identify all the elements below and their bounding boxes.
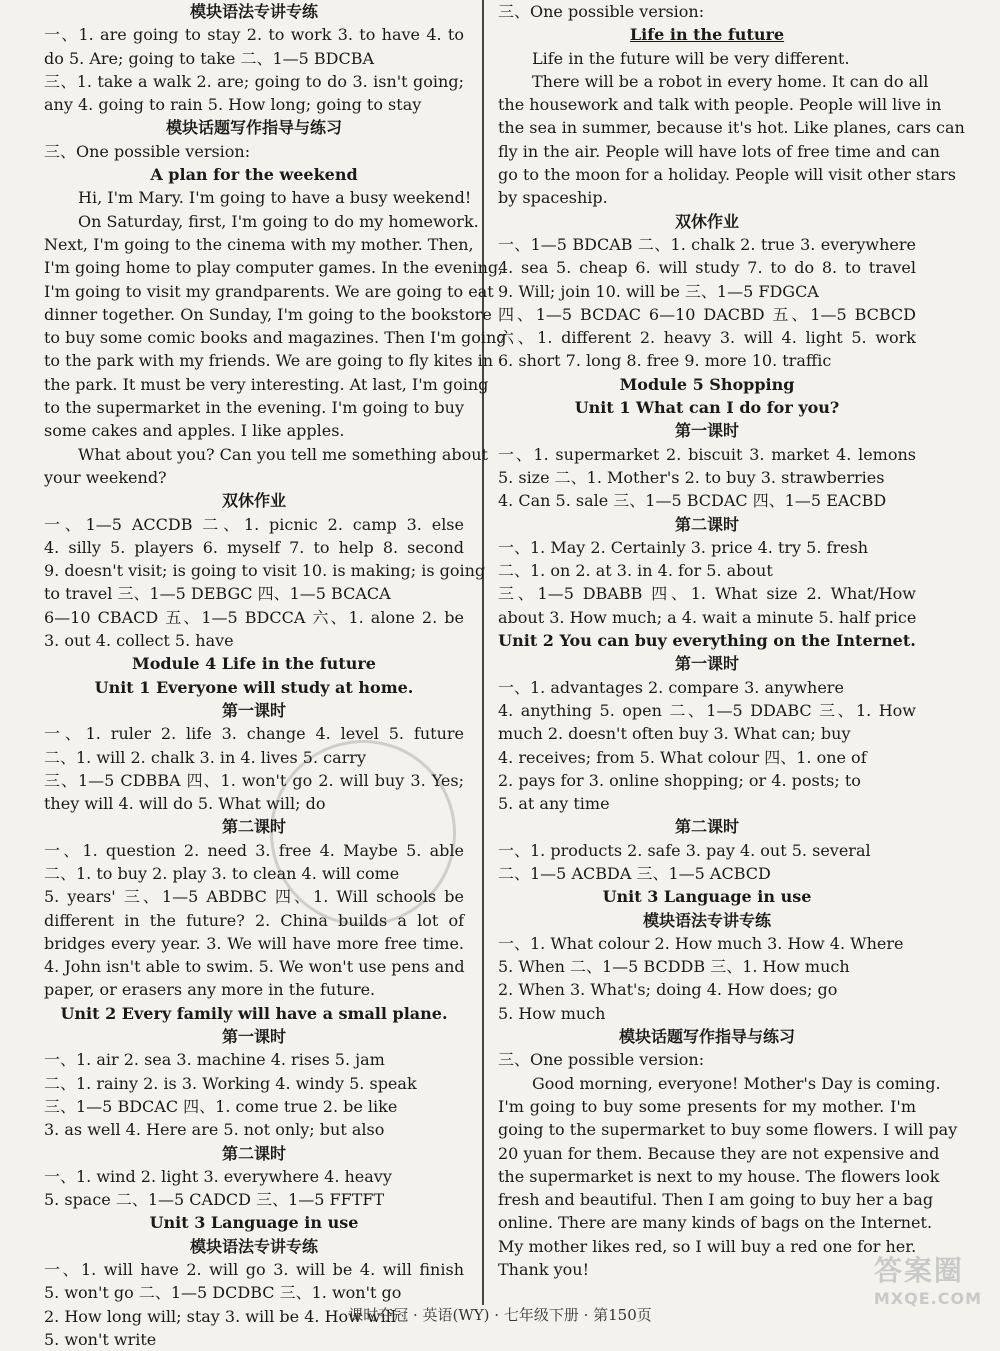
line-text: the park. It must be very interesting. At last, I'm going bbox=[44, 374, 489, 394]
text-line bbox=[44, 722, 464, 745]
text-line bbox=[498, 349, 916, 372]
line-text: 模块语法专讲专练 bbox=[642, 910, 771, 930]
text-line bbox=[44, 536, 464, 559]
line-text: 5. won't go 二、1—5 DCDBC 三、1. won't go bbox=[44, 1283, 402, 1303]
line-text: A plan for the weekend bbox=[150, 165, 358, 185]
text-line bbox=[44, 396, 464, 419]
line-text: the supermarket is next to my house. The flowers look bbox=[498, 1166, 940, 1186]
line-text: Module 4 Life in the future bbox=[132, 654, 376, 674]
line-text: 4. sea 5. cheap 6. will study 7. to do 8. to travel bbox=[498, 258, 916, 278]
line-text: 模块语法专讲专练 bbox=[189, 1236, 318, 1256]
line-text: 4. anything 5. open 二、1—5 DDABC 三、1. How bbox=[498, 700, 916, 720]
section-heading bbox=[44, 1002, 464, 1025]
line-text: Life in the future bbox=[629, 25, 785, 45]
line-text: to the park with my friends. We are going to fly kites in bbox=[44, 351, 494, 371]
text-line bbox=[498, 1211, 933, 1234]
text-line bbox=[44, 746, 464, 769]
line-text: fresh and beautiful. Then I am going to buy her a bag bbox=[498, 1190, 934, 1210]
text-line bbox=[44, 955, 464, 978]
text-line bbox=[44, 1165, 464, 1188]
section-heading bbox=[44, 0, 464, 23]
text-line bbox=[44, 466, 464, 489]
line-text: 2. How long will; stay 3. will be 4. How will bbox=[44, 1306, 396, 1326]
section-heading bbox=[498, 396, 916, 419]
text-line bbox=[44, 419, 464, 442]
page-footer: 课时夺冠 · 英语(WY) · 七年级下册 · 第150页 bbox=[348, 1306, 652, 1324]
text-line bbox=[44, 1188, 464, 1211]
line-text: Unit 1 Everyone will study at home. bbox=[94, 677, 414, 697]
line-text: 六、1. different 2. heavy 3. will 4. light 5. work bbox=[498, 328, 916, 348]
line-text: I'm going to visit my grandparents. We are going to eat bbox=[44, 281, 494, 301]
section-heading bbox=[44, 489, 464, 512]
line-text: 一、1. What colour 2. How much 3. How 4. Where bbox=[498, 933, 904, 953]
line-text: 一、1. May 2. Certainly 3. price 4. try 5. fresh bbox=[498, 537, 869, 557]
line-text: 一、1. wind 2. light 3. everywhere 4. heavy bbox=[44, 1166, 392, 1186]
line-text: 第二课时 bbox=[674, 817, 739, 837]
text-line bbox=[44, 349, 494, 372]
line-text: Next, I'm going to the cinema with my mother. Then, bbox=[44, 234, 474, 254]
text-line bbox=[498, 722, 916, 745]
text-line bbox=[498, 280, 916, 303]
line-text: Unit 1 What can I do for you? bbox=[574, 398, 840, 418]
line-text: 5. years' 三、1—5 ABDBC 四、1. Will schools be bbox=[44, 887, 464, 907]
line-text: 4. Can 5. sale 三、1—5 BCDAC 四、1—5 EACBD bbox=[498, 491, 887, 511]
text-line bbox=[498, 1048, 916, 1071]
line-text: much 2. doesn't often buy 3. What can; buy bbox=[498, 724, 851, 744]
text-line bbox=[498, 70, 929, 93]
text-line bbox=[498, 676, 916, 699]
line-text: I'm going home to play computer games. In the evening, bbox=[44, 258, 504, 278]
line-text: 第一课时 bbox=[674, 421, 739, 441]
text-line bbox=[498, 839, 916, 862]
section-heading bbox=[498, 629, 916, 652]
text-line bbox=[44, 978, 464, 1001]
text-line bbox=[44, 70, 464, 93]
text-line bbox=[498, 93, 942, 116]
line-text: 二、1. to buy 2. play 3. to clean 4. will come bbox=[44, 863, 400, 883]
line-text: 第一课时 bbox=[221, 700, 286, 720]
line-text: 5. space 二、1—5 CADCD 三、1—5 FFTFT bbox=[44, 1190, 385, 1210]
section-heading bbox=[44, 116, 464, 139]
line-text: 6. short 7. long 8. free 9. more 10. traffic bbox=[498, 351, 832, 371]
text-line bbox=[498, 1235, 916, 1258]
section-heading bbox=[498, 909, 916, 932]
line-text: going to the supermarket to buy some flowers. I will pay bbox=[498, 1120, 958, 1140]
text-line bbox=[44, 373, 489, 396]
line-text: Life in the future will be very different. bbox=[532, 48, 850, 68]
line-text: 6—10 CBACD 五、1—5 BDCCA 六、1. alone 2. be bbox=[44, 607, 464, 627]
line-text: 二、1. rainy 2. is 3. Working 4. windy 5. speak bbox=[44, 1073, 417, 1093]
line-text: some cakes and apples. I like apples. bbox=[44, 421, 345, 441]
line-text: to travel 三、1—5 DEBGC 四、1—5 BCACA bbox=[44, 584, 391, 604]
line-text: Thank you! bbox=[498, 1260, 590, 1280]
line-text: 一、1. are going to stay 2. to work 3. to have 4. to bbox=[44, 25, 464, 45]
text-line bbox=[498, 303, 916, 326]
line-text: to the supermarket in the evening. I'm going to buy bbox=[44, 398, 464, 418]
text-line bbox=[44, 839, 464, 862]
logo-text: 答案圈 bbox=[873, 1254, 964, 1287]
text-line bbox=[498, 1165, 940, 1188]
text-line bbox=[44, 1328, 464, 1351]
text-line bbox=[498, 932, 916, 955]
line-text: 一、1. ruler 2. life 3. change 4. level 5. future bbox=[44, 724, 464, 744]
text-line bbox=[44, 559, 486, 582]
line-text: do 5. Are; going to take 二、1—5 BDCBA bbox=[44, 48, 375, 68]
section-heading bbox=[44, 699, 464, 722]
line-text: online. There are many kinds of bags on the Internet. bbox=[498, 1213, 933, 1233]
text-line bbox=[44, 629, 464, 652]
text-line bbox=[44, 909, 464, 932]
line-text: 4. John isn't able to swim. 5. We won't use pens and bbox=[44, 957, 465, 977]
text-line bbox=[498, 978, 916, 1001]
line-text: 四、1—5 BCDAC 6—10 DACBD 五、1—5 BCBCD bbox=[498, 304, 916, 324]
section-heading bbox=[498, 1025, 916, 1048]
line-text: Module 5 Shopping bbox=[619, 374, 795, 394]
line-text: the sea in summer, because it's hot. Like planes, cars can bbox=[498, 118, 965, 138]
line-text: Unit 2 You can buy everything on the Internet. bbox=[498, 631, 916, 651]
line-text: go to the moon for a holiday. People will visit other stars bbox=[498, 165, 956, 185]
text-line bbox=[44, 885, 464, 908]
line-text: There will be a robot in every home. It can do all bbox=[532, 71, 929, 91]
text-line bbox=[498, 559, 916, 582]
line-text: about 3. How much; a 4. wait a minute 5. half price bbox=[498, 607, 917, 627]
section-heading bbox=[498, 885, 916, 908]
line-text: bridges every year. 3. We will have more free time. bbox=[44, 933, 464, 953]
line-text: 三、1. take a walk 2. are; going to do 3. isn't going; bbox=[44, 71, 464, 91]
text-line bbox=[44, 1072, 464, 1095]
line-text: 三、1—5 DBABB 四、1. What size 2. What/How bbox=[498, 584, 916, 604]
line-text: 二、1. will 2. chalk 3. in 4. lives 5. carry bbox=[44, 747, 366, 767]
text-line bbox=[44, 1281, 464, 1304]
text-line bbox=[498, 489, 916, 512]
text-line bbox=[44, 280, 494, 303]
text-line bbox=[498, 466, 916, 489]
section-heading bbox=[44, 1142, 464, 1165]
line-text: your weekend? bbox=[44, 467, 167, 487]
text-line bbox=[44, 862, 464, 885]
site-logo bbox=[874, 1249, 982, 1308]
section-heading bbox=[498, 652, 916, 675]
text-line bbox=[498, 1142, 940, 1165]
text-line bbox=[44, 769, 464, 792]
text-line bbox=[44, 513, 464, 536]
text-line bbox=[498, 1002, 916, 1025]
line-text: dinner together. On Sunday, I'm going to the bookstore bbox=[44, 304, 492, 324]
text-line bbox=[498, 955, 916, 978]
line-text: 5. size 二、1. Mother's 2. to buy 3. strawberries bbox=[498, 467, 885, 487]
text-line bbox=[498, 47, 916, 70]
line-text: 5. won't write bbox=[44, 1329, 157, 1349]
text-line bbox=[44, 23, 464, 46]
line-text: 一、1. advantages 2. compare 3. anywhere bbox=[498, 677, 844, 697]
section-heading bbox=[498, 815, 916, 838]
logo-url: MXQE.COM bbox=[873, 1289, 982, 1308]
text-line bbox=[44, 233, 474, 256]
text-line bbox=[498, 1118, 958, 1141]
text-line bbox=[498, 699, 916, 722]
text-line bbox=[44, 582, 464, 605]
text-line bbox=[498, 606, 916, 629]
section-heading bbox=[44, 1025, 464, 1048]
text-line bbox=[44, 210, 479, 233]
text-line bbox=[498, 769, 916, 792]
text-line bbox=[498, 140, 940, 163]
line-text: 2. pays for 3. online shopping; or 4. posts; to bbox=[498, 770, 861, 790]
section-heading bbox=[498, 210, 916, 233]
line-text: 9. Will; join 10. will be 三、1—5 FDGCA bbox=[498, 281, 819, 301]
line-text: 模块话题写作指导与练习 bbox=[618, 1027, 795, 1047]
text-line bbox=[498, 746, 916, 769]
line-text: 第二课时 bbox=[221, 817, 286, 837]
line-text: fly in the air. People will have lots of free time and can bbox=[498, 141, 940, 161]
line-text: Hi, I'm Mary. I'm going to have a busy weekend! bbox=[78, 188, 472, 208]
line-text: 4. silly 5. players 6. myself 7. to help 8. second bbox=[44, 537, 464, 557]
text-line bbox=[498, 1188, 934, 1211]
text-line bbox=[498, 582, 916, 605]
text-line bbox=[498, 1258, 916, 1281]
line-text: Unit 2 Every family will have a small plane. bbox=[60, 1003, 448, 1023]
text-line bbox=[44, 47, 464, 70]
line-text: 第一课时 bbox=[221, 1027, 286, 1047]
line-text: 一、1. question 2. need 3. free 4. Maybe 5. able bbox=[44, 840, 464, 860]
line-text: 一、1. supermarket 2. biscuit 3. market 4. lemons bbox=[498, 444, 916, 464]
text-line bbox=[44, 93, 464, 116]
column-divider bbox=[482, 0, 484, 1305]
line-text: 一、1. air 2. sea 3. machine 4. rises 5. jam bbox=[44, 1050, 385, 1070]
line-text: 3. out 4. collect 5. have bbox=[44, 631, 234, 651]
section-heading bbox=[498, 513, 916, 536]
line-text: Good morning, everyone! Mother's Day is coming. bbox=[532, 1073, 941, 1093]
line-text: 2. When 3. What's; doing 4. How does; go bbox=[498, 980, 838, 1000]
line-text: they will 4. will do 5. What will; do bbox=[44, 794, 326, 814]
line-text: 三、One possible version: bbox=[44, 141, 251, 161]
text-line bbox=[44, 1118, 464, 1141]
text-line bbox=[44, 303, 492, 326]
line-text: 双休作业 bbox=[221, 491, 286, 511]
line-text: 第一课时 bbox=[674, 654, 739, 674]
line-text: 三、1—5 BDCAC 四、1. come true 2. be like bbox=[44, 1096, 398, 1116]
line-text: What about you? Can you tell me something about bbox=[78, 444, 488, 464]
line-text: 第二课时 bbox=[674, 514, 739, 534]
section-heading bbox=[44, 676, 464, 699]
section-heading bbox=[498, 373, 916, 396]
text-line bbox=[498, 536, 916, 559]
line-text: 第二课时 bbox=[221, 1143, 286, 1163]
line-text: to buy some comic books and magazines. Then I'm going bbox=[44, 328, 507, 348]
line-text: 一、1—5 ACCDB 二、1. picnic 2. camp 3. else bbox=[44, 514, 464, 534]
text-line bbox=[498, 233, 916, 256]
text-line bbox=[498, 186, 916, 209]
line-text: by spaceship. bbox=[498, 188, 608, 208]
section-heading bbox=[44, 652, 464, 675]
text-line bbox=[498, 326, 916, 349]
line-text: 一、1—5 BDCAB 二、1. chalk 2. true 3. everywhere bbox=[498, 234, 916, 254]
text-line bbox=[44, 1095, 464, 1118]
line-text: On Saturday, first, I'm going to do my homework. bbox=[78, 211, 479, 231]
text-line bbox=[44, 1258, 464, 1281]
text-line bbox=[44, 256, 504, 279]
line-text: any 4. going to rain 5. How long; going to stay bbox=[44, 95, 422, 115]
section-heading bbox=[498, 23, 916, 46]
text-line bbox=[44, 932, 464, 955]
text-line bbox=[498, 792, 916, 815]
text-line bbox=[498, 1072, 941, 1095]
text-line bbox=[44, 792, 464, 815]
text-line bbox=[498, 256, 916, 279]
line-text: My mother likes red, so I will buy a red one for her. bbox=[498, 1236, 917, 1256]
line-text: 二、1—5 ACBDA 三、1—5 ACBCD bbox=[498, 863, 771, 883]
line-text: 二、1. on 2. at 3. in 4. for 5. about bbox=[498, 561, 773, 581]
line-text: 5. How much bbox=[498, 1003, 606, 1023]
line-text: 5. at any time bbox=[498, 794, 610, 814]
section-heading bbox=[44, 1235, 464, 1258]
section-heading bbox=[44, 815, 464, 838]
line-text: Unit 3 Language in use bbox=[149, 1213, 359, 1233]
line-text: 双休作业 bbox=[674, 211, 739, 231]
text-line bbox=[44, 326, 507, 349]
text-line bbox=[498, 1095, 916, 1118]
text-line bbox=[498, 116, 965, 139]
text-line bbox=[44, 140, 464, 163]
line-text: 3. as well 4. Here are 5. not only; but also bbox=[44, 1120, 385, 1140]
text-line bbox=[498, 0, 916, 23]
text-line bbox=[498, 443, 916, 466]
line-text: different in the future? 2. China builds a lot of bbox=[44, 910, 464, 930]
line-text: 一、1. will have 2. will go 3. will be 4. will finish bbox=[44, 1260, 464, 1280]
line-text: 三、1—5 CDBBA 四、1. won't go 2. will buy 3. Yes; bbox=[44, 770, 464, 790]
text-line bbox=[498, 163, 956, 186]
line-text: I'm going to buy some presents for my mother. I'm bbox=[498, 1096, 916, 1116]
line-text: 20 yuan for them. Because they are not expensive and bbox=[498, 1143, 940, 1163]
text-line bbox=[44, 606, 464, 629]
line-text: 9. doesn't visit; is going to visit 10. is making; is going bbox=[44, 561, 486, 581]
line-text: 一、1. products 2. safe 3. pay 4. out 5. several bbox=[498, 840, 871, 860]
text-line bbox=[44, 1048, 464, 1071]
line-text: Unit 3 Language in use bbox=[602, 887, 812, 907]
line-text: the housework and talk with people. People will live in bbox=[498, 95, 942, 115]
line-text: 三、One possible version: bbox=[498, 1050, 705, 1070]
text-line bbox=[498, 862, 916, 885]
line-text: 模块语法专讲专练 bbox=[189, 2, 318, 21]
section-heading bbox=[44, 1211, 464, 1234]
line-text: paper, or erasers any more in the future. bbox=[44, 980, 376, 1000]
line-text: 模块话题写作指导与练习 bbox=[165, 118, 342, 138]
line-text: 4. receives; from 5. What colour 四、1. one of bbox=[498, 747, 867, 767]
section-heading bbox=[44, 163, 464, 186]
text-line bbox=[44, 443, 488, 466]
section-heading bbox=[498, 419, 916, 442]
line-text: 5. When 二、1—5 BCDDB 三、1. How much bbox=[498, 957, 850, 977]
line-text: 三、One possible version: bbox=[498, 2, 705, 21]
text-line bbox=[44, 186, 472, 209]
